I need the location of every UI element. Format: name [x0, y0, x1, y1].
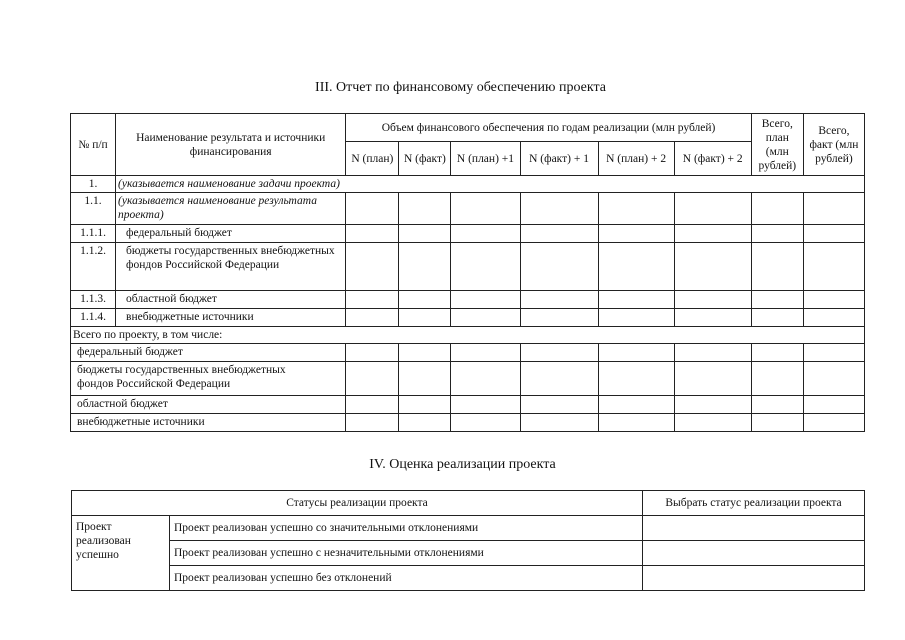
value-cell[interactable] [751, 225, 803, 243]
value-cell[interactable] [520, 396, 598, 414]
total-source-name: внебюджетные источники [71, 414, 346, 432]
row-num: 1.1. [71, 193, 116, 225]
value-cell[interactable] [803, 291, 864, 309]
status-select-cell[interactable] [643, 541, 865, 566]
value-cell[interactable] [520, 291, 598, 309]
value-cell[interactable] [346, 344, 399, 362]
task-name: (указывается наименование задачи проекта) [116, 176, 865, 193]
value-cell[interactable] [751, 291, 803, 309]
section-4-title: IV. Оценка реализации проекта [369, 457, 556, 472]
value-cell[interactable] [751, 193, 803, 225]
table-row [72, 566, 865, 591]
table-row [71, 362, 865, 396]
value-cell[interactable] [751, 362, 803, 396]
row-num: 1. [71, 176, 116, 193]
header-year: N (факт) + 1 [520, 142, 598, 176]
header-year: N (план) +1 [451, 142, 520, 176]
table-row [71, 176, 865, 193]
table-row [71, 414, 865, 432]
value-cell[interactable] [803, 414, 864, 432]
value-cell[interactable] [598, 225, 674, 243]
value-cell[interactable] [451, 243, 520, 291]
value-cell[interactable] [346, 362, 399, 396]
value-cell[interactable] [598, 193, 674, 225]
value-cell[interactable] [520, 309, 598, 327]
value-cell[interactable] [598, 362, 674, 396]
result-name: (указывается наименование результата проекта) [116, 193, 346, 225]
value-cell[interactable] [803, 243, 864, 291]
value-cell[interactable] [674, 243, 751, 291]
header-select-status: Выбрать статус реализации проекта [643, 491, 865, 516]
table-row [71, 193, 865, 225]
value-cell[interactable] [520, 193, 598, 225]
value-cell[interactable] [451, 309, 520, 327]
value-cell[interactable] [451, 414, 520, 432]
value-cell[interactable] [598, 344, 674, 362]
source-name: федеральный бюджет [116, 225, 346, 243]
row-num: 1.1.2. [71, 243, 116, 291]
value-cell[interactable] [346, 309, 399, 327]
value-cell[interactable] [803, 193, 864, 225]
value-cell[interactable] [346, 243, 399, 291]
table-row [71, 344, 865, 362]
table-row [72, 516, 865, 541]
value-cell[interactable] [451, 396, 520, 414]
header-num: № п/п [71, 114, 116, 176]
value-cell[interactable] [803, 309, 864, 327]
value-cell[interactable] [598, 243, 674, 291]
header-total-fact: Всего, факт (млн рублей) [803, 114, 864, 176]
header-year: N (факт) + 2 [674, 142, 751, 176]
value-cell[interactable] [674, 225, 751, 243]
value-cell[interactable] [674, 362, 751, 396]
value-cell[interactable] [674, 309, 751, 327]
value-cell[interactable] [399, 396, 451, 414]
table-row [71, 225, 865, 243]
status-option-label: Проект реализован успешно со значительными отклонениями [170, 516, 643, 541]
value-cell[interactable] [674, 396, 751, 414]
value-cell[interactable] [399, 193, 451, 225]
value-cell[interactable] [451, 362, 520, 396]
table-row [72, 541, 865, 566]
table-row [71, 327, 865, 344]
value-cell[interactable] [598, 309, 674, 327]
value-cell[interactable] [399, 291, 451, 309]
value-cell[interactable] [399, 344, 451, 362]
value-cell[interactable] [399, 309, 451, 327]
value-cell[interactable] [751, 309, 803, 327]
value-cell[interactable] [346, 193, 399, 225]
status-option-label: Проект реализован успешно без отклонений [170, 566, 643, 591]
value-cell[interactable] [346, 225, 399, 243]
value-cell[interactable] [598, 396, 674, 414]
value-cell[interactable] [803, 225, 864, 243]
value-cell[interactable] [674, 344, 751, 362]
value-cell[interactable] [751, 414, 803, 432]
header-name: Наименование результата и источники финансирования [116, 114, 346, 176]
source-name: внебюджетные источники [116, 309, 346, 327]
value-cell[interactable] [674, 414, 751, 432]
value-cell[interactable] [674, 291, 751, 309]
status-select-cell[interactable] [643, 566, 865, 591]
value-cell[interactable] [346, 291, 399, 309]
value-cell[interactable] [451, 344, 520, 362]
table-row [71, 291, 865, 309]
value-cell[interactable] [520, 362, 598, 396]
row-num: 1.1.3. [71, 291, 116, 309]
value-cell[interactable] [598, 414, 674, 432]
project-status-table [71, 490, 865, 591]
row-num: 1.1.4. [71, 309, 116, 327]
header-year: N (план) + 2 [598, 142, 674, 176]
status-option-label: Проект реализован успешно с незначительными отклонениями [170, 541, 643, 566]
value-cell[interactable] [399, 225, 451, 243]
total-source-name: федеральный бюджет [71, 344, 346, 362]
header-statuses: Статусы реализации проекта [72, 491, 643, 516]
value-cell[interactable] [451, 291, 520, 309]
header-volume: Объем финансового обеспечения по годам реализации (млн рублей) [346, 114, 751, 142]
total-label: Всего по проекту, в том числе: [71, 327, 865, 344]
source-name: областной бюджет [116, 291, 346, 309]
table-row [71, 309, 865, 327]
value-cell[interactable] [399, 243, 451, 291]
source-name: бюджеты государственных внебюджетных фондов Российской Федерации [116, 243, 346, 291]
value-cell[interactable] [751, 243, 803, 291]
value-cell[interactable] [399, 362, 451, 396]
row-num: 1.1.1. [71, 225, 116, 243]
value-cell[interactable] [346, 396, 399, 414]
value-cell[interactable] [399, 414, 451, 432]
financial-report-table [70, 113, 865, 432]
value-cell[interactable] [520, 243, 598, 291]
value-cell[interactable] [803, 396, 864, 414]
value-cell[interactable] [751, 396, 803, 414]
value-cell[interactable] [520, 225, 598, 243]
section-3-title: III. Отчет по финансовому обеспечению проекта [315, 80, 606, 95]
table-row [71, 243, 865, 291]
table-row [71, 396, 865, 414]
value-cell[interactable] [674, 193, 751, 225]
value-cell[interactable] [520, 414, 598, 432]
header-total-plan: Всего, план (млн рублей) [751, 114, 803, 176]
value-cell[interactable] [598, 291, 674, 309]
value-cell[interactable] [451, 225, 520, 243]
total-source-name: бюджеты государственных внебюджетных фондов Российской Федерации [71, 362, 346, 396]
status-group-label: Проект реализован успешно [72, 516, 170, 591]
total-source-name: областной бюджет [71, 396, 346, 414]
value-cell[interactable] [520, 344, 598, 362]
header-year: N (план) [346, 142, 399, 176]
status-select-cell[interactable] [643, 516, 865, 541]
value-cell[interactable] [451, 193, 520, 225]
value-cell[interactable] [751, 344, 803, 362]
header-year: N (факт) [399, 142, 451, 176]
value-cell[interactable] [803, 362, 864, 396]
value-cell[interactable] [346, 414, 399, 432]
value-cell[interactable] [803, 344, 864, 362]
